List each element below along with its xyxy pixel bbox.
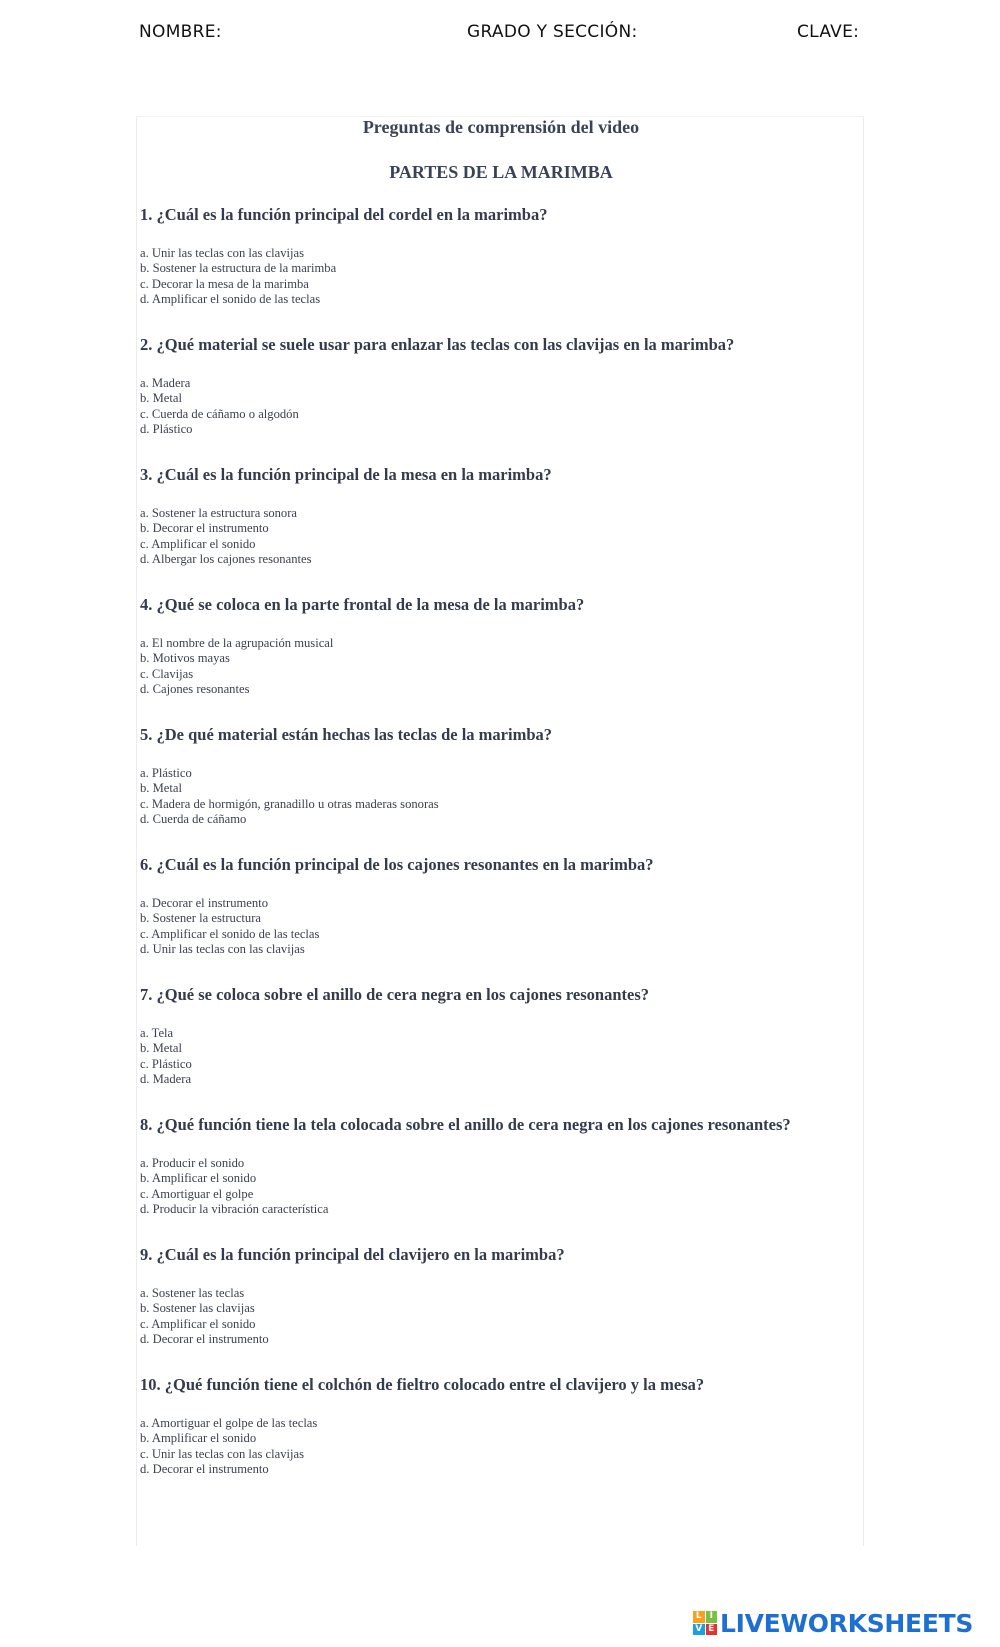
option-c[interactable]: c. Amplificar el sonido: [140, 1316, 256, 1331]
question-3: [140, 465, 860, 568]
option-c[interactable]: c. Amplificar el sonido de las teclas: [140, 926, 320, 941]
option-d[interactable]: d. Madera: [140, 1072, 192, 1087]
option-c[interactable]: c. Plástico: [140, 1056, 192, 1071]
worksheet-page: [136, 116, 864, 1546]
option-c[interactable]: c. Madera de hormigón, granadillo u otras maderas sonoras: [140, 796, 439, 811]
options-list: [140, 1416, 860, 1478]
question-9: [140, 1245, 860, 1348]
option-d[interactable]: d. Plástico: [140, 422, 193, 437]
options-list: [140, 896, 860, 958]
option-b[interactable]: b. Metal: [140, 781, 182, 796]
question-text: 5. ¿De qué material están hechas las teclas de la marimba?: [140, 725, 552, 744]
question-text: 3. ¿Cuál es la función principal de la mesa en la marimba?: [140, 465, 552, 484]
option-b[interactable]: b. Sostener la estructura: [140, 911, 261, 926]
question-10: [140, 1375, 860, 1478]
question-text: 1. ¿Cuál es la función principal del cordel en la marimba?: [140, 205, 548, 224]
option-a[interactable]: a. Sostener la estructura sonora: [140, 506, 298, 520]
option-b[interactable]: b. Metal: [140, 1041, 182, 1056]
question-text: 4. ¿Qué se coloca en la parte frontal de la mesa de la marimba?: [140, 595, 585, 614]
option-c[interactable]: c. Clavijas: [140, 666, 194, 681]
option-d[interactable]: d. Albergar los cajones resonantes: [140, 552, 312, 567]
option-a[interactable]: a. Plástico: [140, 766, 192, 780]
option-a[interactable]: a. Sostener las teclas: [140, 1286, 245, 1300]
option-c[interactable]: c. Unir las teclas con las clavijas: [140, 1446, 305, 1461]
question-text: 8. ¿Qué función tiene la tela colocada sobre el anillo de cera negra en los cajones resonantes?: [140, 1115, 791, 1134]
option-a[interactable]: a. Producir el sonido: [140, 1156, 245, 1170]
option-b[interactable]: b. Sostener las clavijas: [140, 1301, 255, 1316]
worksheet-subtitle: PARTES DE LA MARIMBA: [389, 162, 613, 182]
question-7: [140, 985, 860, 1088]
option-b[interactable]: b. Decorar el instrumento: [140, 521, 269, 536]
option-b[interactable]: b. Sostener la estructura de la marimba: [140, 261, 337, 276]
option-a[interactable]: a. Unir las teclas con las clavijas: [140, 246, 305, 260]
question-text: 10. ¿Qué función tiene el colchón de fieltro colocado entre el clavijero y la mesa?: [140, 1375, 705, 1394]
question-text: 6. ¿Cuál es la función principal de los cajones resonantes en la marimba?: [140, 855, 654, 874]
option-a[interactable]: a. Madera: [140, 376, 191, 390]
question-8: [140, 1115, 860, 1218]
option-d[interactable]: d. Cajones resonantes: [140, 682, 250, 697]
worksheet-header: [0, 22, 1000, 46]
option-d[interactable]: d. Cuerda de cáñamo: [140, 812, 247, 827]
option-a[interactable]: a. Tela: [140, 1026, 174, 1040]
question-text: 2. ¿Qué material se suele usar para enlazar las teclas con las clavijas en la marimba?: [140, 335, 735, 354]
name-label: NOMBRE:: [139, 22, 222, 42]
option-c[interactable]: c. Cuerda de cáñamo o algodón: [140, 406, 299, 421]
options-list: [140, 506, 860, 568]
options-list: [140, 1156, 860, 1218]
option-d[interactable]: d. Decorar el instrumento: [140, 1332, 269, 1347]
option-b[interactable]: b. Motivos mayas: [140, 651, 230, 666]
option-a[interactable]: a. El nombre de la agrupación musical: [140, 636, 334, 650]
question-1: [140, 205, 860, 308]
key-label: CLAVE:: [797, 22, 860, 42]
option-d[interactable]: d. Unir las teclas con las clavijas: [140, 942, 305, 957]
options-list: [140, 1026, 860, 1088]
option-b[interactable]: b. Amplificar el sonido: [140, 1431, 257, 1446]
option-d[interactable]: d. Amplificar el sonido de las teclas: [140, 292, 321, 307]
options-list: [140, 766, 860, 828]
options-list: [140, 376, 860, 438]
liveworksheets-logo[interactable]: [693, 1609, 973, 1637]
options-list: [140, 246, 860, 308]
question-2: [140, 335, 860, 438]
question-text: 7. ¿Qué se coloca sobre el anillo de cera negra en los cajones resonantes?: [140, 985, 649, 1004]
option-d[interactable]: d. Producir la vibración característica: [140, 1202, 329, 1217]
option-c[interactable]: c. Amplificar el sonido: [140, 536, 256, 551]
options-list: [140, 1286, 860, 1348]
options-list: [140, 636, 860, 698]
option-b[interactable]: b. Amplificar el sonido: [140, 1171, 257, 1186]
option-a[interactable]: a. Amortiguar el golpe de las teclas: [140, 1416, 318, 1430]
grade-section-label: GRADO Y SECCIÓN:: [467, 22, 638, 42]
question-6: [140, 855, 860, 958]
worksheet-title: Preguntas de comprensión del video: [362, 117, 640, 137]
logo-text: LIVEWORKSHEETS: [720, 1608, 974, 1638]
option-c[interactable]: c. Amortiguar el golpe: [140, 1186, 254, 1201]
liveworksheets-logo-icon: L I V E: [693, 1611, 717, 1635]
option-c[interactable]: c. Decorar la mesa de la marimba: [140, 276, 309, 291]
question-text: 9. ¿Cuál es la función principal del clavijero en la marimba?: [140, 1245, 565, 1264]
question-4: [140, 595, 860, 698]
option-a[interactable]: a. Decorar el instrumento: [140, 896, 268, 910]
option-d[interactable]: d. Decorar el instrumento: [140, 1462, 269, 1477]
question-5: [140, 725, 860, 828]
option-b[interactable]: b. Metal: [140, 391, 182, 406]
